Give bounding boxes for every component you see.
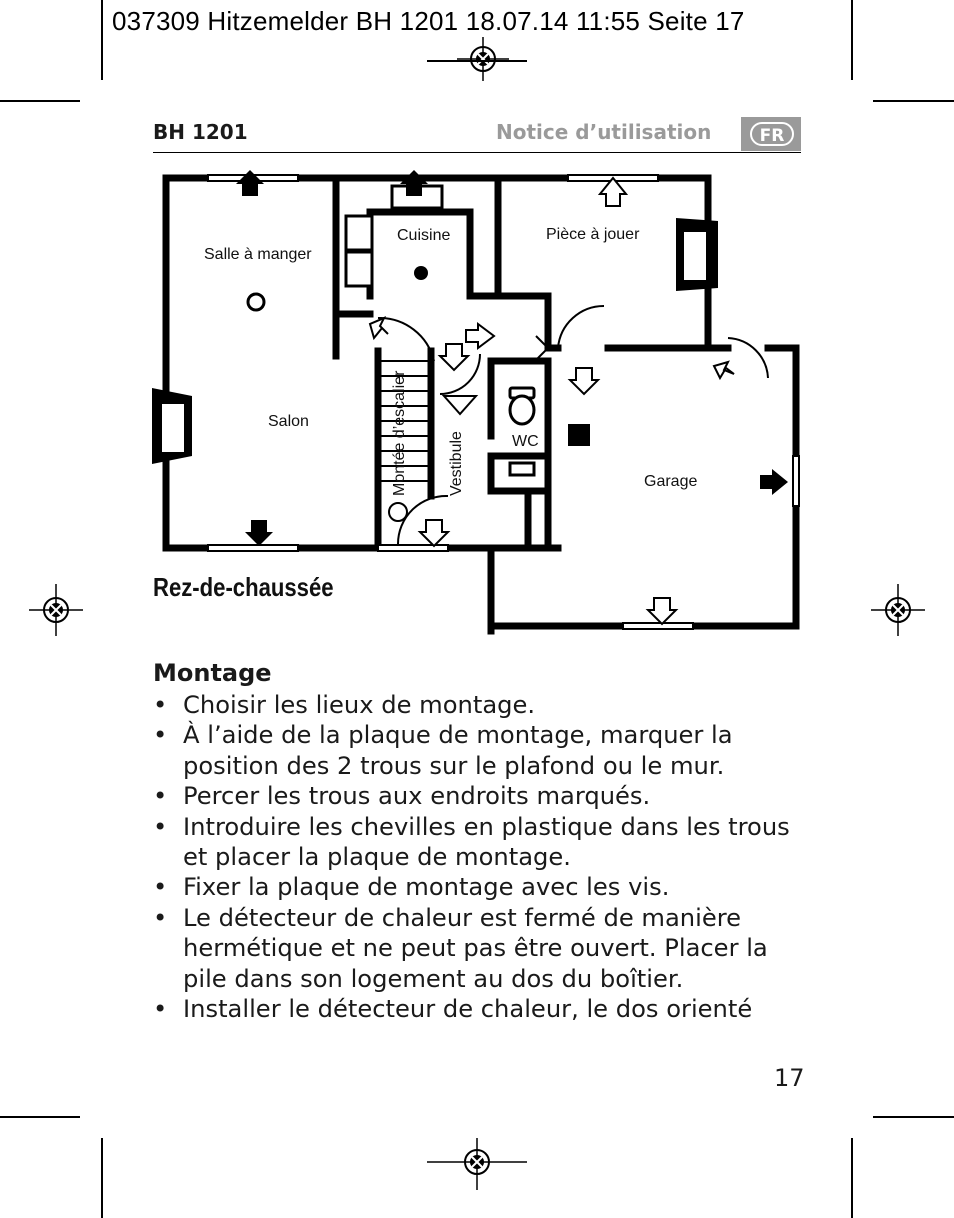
montage-steps (153, 690, 813, 1024)
list-item (153, 690, 813, 720)
crop-mark (0, 1116, 80, 1118)
floor-plan-caption: Rez-de-chaussée (153, 572, 334, 602)
step-text: Choisir les lieux de montage. (183, 691, 536, 719)
bullet-icon: • (153, 903, 168, 932)
floor-plan (148, 166, 808, 636)
list-item (153, 994, 813, 1024)
room-label-garage: Garage (644, 473, 698, 490)
language-badge-label: FR (750, 122, 794, 146)
crop-mark (851, 0, 853, 80)
registration-mark-icon (29, 584, 83, 636)
room-label-kitchen: Cuisine (397, 227, 451, 244)
room-label-playroom: Pièce à jouer (546, 226, 640, 243)
manual-title: Notice d’utilisation (496, 120, 712, 144)
step-text: Fixer la plaque de montage avec les vis. (183, 873, 670, 902)
print-slug: 037309 Hitzemelder BH 1201 18.07.14 11:55 Seite 17 (112, 6, 745, 36)
model-name: BH 1201 (153, 120, 248, 144)
step-text: Introduire les chevilles en plastique dans les trous et placer la plaque de montage. (183, 812, 790, 872)
crop-mark (427, 60, 527, 62)
registration-mark-icon (871, 584, 925, 636)
registration-mark-icon (427, 1138, 527, 1190)
section-title: Montage (153, 659, 272, 687)
list-item (153, 872, 813, 902)
room-label-stairs: Montée d’escalier (391, 370, 408, 496)
registration-mark-icon (457, 37, 509, 81)
step-text: Percer les trous aux endroits marqués. (183, 782, 651, 811)
header-rule (153, 152, 801, 153)
list-item (153, 781, 813, 811)
crop-mark (873, 100, 954, 102)
bullet-icon: • (153, 691, 168, 719)
bullet-icon: • (153, 873, 168, 902)
step-text: À l’aide de la plaque de montage, marquer la position des 2 trous sur le plafond ou le mur. (183, 721, 733, 780)
list-item (153, 903, 813, 994)
bullet-icon: • (153, 995, 168, 1024)
bullet-icon: • (153, 721, 168, 750)
room-label-wc: WC (512, 433, 539, 450)
crop-mark (873, 1116, 954, 1118)
step-text: Le détecteur de chaleur est fermé de manière hermétique et ne peut pas être ouvert. Placer la pile dans son logement au dos du boîtier. (183, 903, 768, 993)
crop-mark (851, 1138, 853, 1218)
list-item (153, 812, 813, 873)
room-label-hall: Vestibule (448, 431, 465, 496)
crop-mark (101, 1138, 103, 1218)
crop-mark (0, 100, 80, 102)
bullet-icon: • (153, 812, 168, 841)
room-label-dining: Salle à manger (204, 246, 312, 263)
bullet-icon: • (153, 782, 168, 811)
step-text: Installer le détecteur de chaleur, le dos orienté (183, 995, 753, 1024)
page-number: 17 (774, 1064, 805, 1092)
list-item (153, 720, 813, 781)
crop-mark (101, 0, 103, 80)
room-label-living: Salon (268, 413, 309, 430)
